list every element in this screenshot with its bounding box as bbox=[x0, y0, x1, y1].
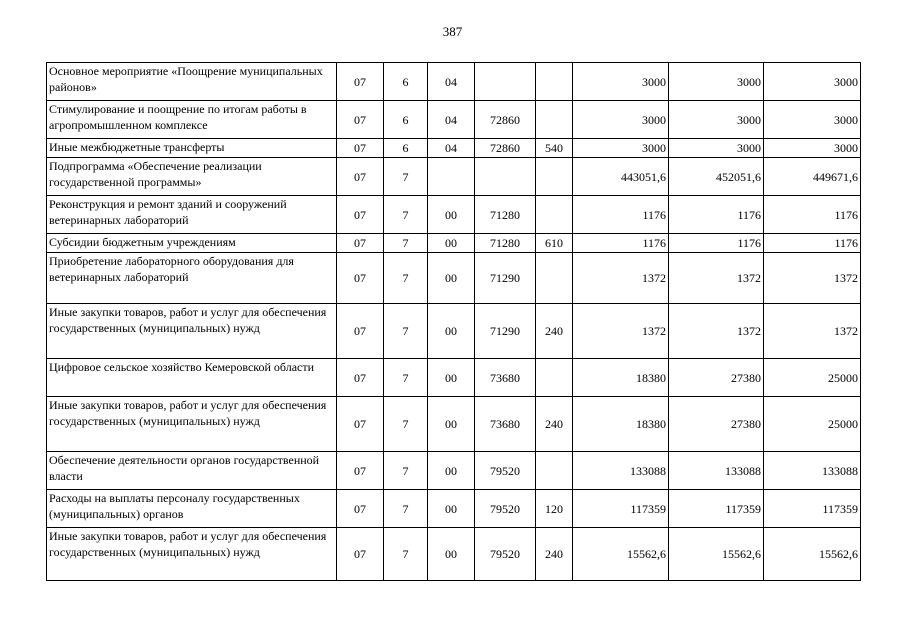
code-b-cell: 7 bbox=[384, 397, 428, 452]
code-b-cell: 7 bbox=[384, 490, 428, 528]
row-name-cell: Иные закупки товаров, работ и услуг для обеспечения государственных (муниципальных) нужд bbox=[47, 397, 337, 452]
code-c-cell: 00 bbox=[428, 359, 475, 397]
code-e-cell: 610 bbox=[536, 234, 573, 253]
value-3-cell: 1372 bbox=[764, 253, 861, 304]
code-e-cell: 240 bbox=[536, 304, 573, 359]
row-name-cell: Основное мероприятие «Поощрение муниципальных районов» bbox=[47, 63, 337, 101]
code-c-cell bbox=[428, 158, 475, 196]
value-3-cell: 117359 bbox=[764, 490, 861, 528]
value-3-cell: 449671,6 bbox=[764, 158, 861, 196]
code-c-cell: 00 bbox=[428, 234, 475, 253]
value-2-cell: 117359 bbox=[669, 490, 764, 528]
code-d-cell: 71290 bbox=[475, 304, 536, 359]
value-3-cell: 1176 bbox=[764, 234, 861, 253]
row-name-cell: Реконструкция и ремонт зданий и сооружений ветеринарных лабораторий bbox=[47, 196, 337, 234]
value-2-cell: 1372 bbox=[669, 304, 764, 359]
value-1-cell: 18380 bbox=[573, 359, 669, 397]
row-name-cell: Расходы на выплаты персоналу государственных (муниципальных) органов bbox=[47, 490, 337, 528]
code-a-cell: 07 bbox=[337, 528, 384, 581]
code-a-cell: 07 bbox=[337, 196, 384, 234]
code-b-cell: 7 bbox=[384, 304, 428, 359]
code-e-cell bbox=[536, 452, 573, 490]
code-d-cell bbox=[475, 158, 536, 196]
code-c-cell: 00 bbox=[428, 196, 475, 234]
value-2-cell: 1176 bbox=[669, 234, 764, 253]
value-3-cell: 3000 bbox=[764, 101, 861, 139]
row-name-cell: Цифровое сельское хозяйство Кемеровской области bbox=[47, 359, 337, 397]
code-b-cell: 7 bbox=[384, 253, 428, 304]
code-a-cell: 07 bbox=[337, 397, 384, 452]
value-3-cell: 133088 bbox=[764, 452, 861, 490]
value-2-cell: 452051,6 bbox=[669, 158, 764, 196]
row-name-cell: Иные закупки товаров, работ и услуг для обеспечения государственных (муниципальных) нужд bbox=[47, 528, 337, 581]
code-d-cell bbox=[475, 63, 536, 101]
row-name-cell: Иные межбюджетные трансферты bbox=[47, 139, 337, 158]
value-1-cell: 1176 bbox=[573, 234, 669, 253]
value-3-cell: 1372 bbox=[764, 304, 861, 359]
code-a-cell: 07 bbox=[337, 101, 384, 139]
code-d-cell: 79520 bbox=[475, 490, 536, 528]
code-c-cell: 00 bbox=[428, 452, 475, 490]
code-a-cell: 07 bbox=[337, 63, 384, 101]
code-c-cell: 00 bbox=[428, 528, 475, 581]
row-name-cell: Подпрограмма «Обеспечение реализации государственной программы» bbox=[47, 158, 337, 196]
value-1-cell: 133088 bbox=[573, 452, 669, 490]
row-name-cell: Обеспечение деятельности органов государственной власти bbox=[47, 452, 337, 490]
code-d-cell: 72860 bbox=[475, 101, 536, 139]
code-b-cell: 7 bbox=[384, 234, 428, 253]
code-c-cell: 00 bbox=[428, 397, 475, 452]
code-e-cell bbox=[536, 359, 573, 397]
value-3-cell: 3000 bbox=[764, 139, 861, 158]
table-row bbox=[47, 101, 861, 139]
code-d-cell: 71290 bbox=[475, 253, 536, 304]
value-1-cell: 1372 bbox=[573, 304, 669, 359]
value-1-cell: 3000 bbox=[573, 139, 669, 158]
budget-table bbox=[46, 62, 861, 581]
code-a-cell: 07 bbox=[337, 359, 384, 397]
table-row bbox=[47, 253, 861, 304]
code-c-cell: 00 bbox=[428, 304, 475, 359]
code-c-cell: 04 bbox=[428, 63, 475, 101]
code-a-cell: 07 bbox=[337, 158, 384, 196]
value-2-cell: 27380 bbox=[669, 359, 764, 397]
row-name-cell: Иные закупки товаров, работ и услуг для обеспечения государственных (муниципальных) нужд bbox=[47, 304, 337, 359]
value-2-cell: 1176 bbox=[669, 196, 764, 234]
value-3-cell: 15562,6 bbox=[764, 528, 861, 581]
page-number: 387 bbox=[442, 24, 463, 39]
code-b-cell: 6 bbox=[384, 63, 428, 101]
code-a-cell: 07 bbox=[337, 234, 384, 253]
value-1-cell: 3000 bbox=[573, 63, 669, 101]
value-3-cell: 25000 bbox=[764, 397, 861, 452]
code-a-cell: 07 bbox=[337, 139, 384, 158]
code-c-cell: 04 bbox=[428, 139, 475, 158]
code-b-cell: 7 bbox=[384, 359, 428, 397]
value-3-cell: 25000 bbox=[764, 359, 861, 397]
table-row bbox=[47, 139, 861, 158]
code-a-cell: 07 bbox=[337, 490, 384, 528]
code-d-cell: 72860 bbox=[475, 139, 536, 158]
code-b-cell: 7 bbox=[384, 528, 428, 581]
code-c-cell: 04 bbox=[428, 101, 475, 139]
code-e-cell bbox=[536, 158, 573, 196]
table-row bbox=[47, 158, 861, 196]
table-row bbox=[47, 528, 861, 581]
code-d-cell: 73680 bbox=[475, 359, 536, 397]
table-row bbox=[47, 63, 861, 101]
row-name-cell: Приобретение лабораторного оборудования для ветеринарных лабораторий bbox=[47, 253, 337, 304]
code-a-cell: 07 bbox=[337, 253, 384, 304]
table-row bbox=[47, 196, 861, 234]
code-c-cell: 00 bbox=[428, 253, 475, 304]
code-b-cell: 7 bbox=[384, 158, 428, 196]
value-2-cell: 133088 bbox=[669, 452, 764, 490]
row-name-cell: Субсидии бюджетным учреждениям bbox=[47, 234, 337, 253]
value-1-cell: 443051,6 bbox=[573, 158, 669, 196]
code-e-cell bbox=[536, 253, 573, 304]
code-b-cell: 7 bbox=[384, 196, 428, 234]
code-b-cell: 6 bbox=[384, 101, 428, 139]
value-1-cell: 117359 bbox=[573, 490, 669, 528]
code-d-cell: 71280 bbox=[475, 234, 536, 253]
code-e-cell: 240 bbox=[536, 397, 573, 452]
table-row bbox=[47, 452, 861, 490]
value-2-cell: 3000 bbox=[669, 139, 764, 158]
value-3-cell: 3000 bbox=[764, 63, 861, 101]
value-1-cell: 1372 bbox=[573, 253, 669, 304]
value-2-cell: 3000 bbox=[669, 101, 764, 139]
value-2-cell: 1372 bbox=[669, 253, 764, 304]
code-a-cell: 07 bbox=[337, 452, 384, 490]
code-e-cell: 120 bbox=[536, 490, 573, 528]
table-body bbox=[47, 63, 861, 581]
code-d-cell: 79520 bbox=[475, 528, 536, 581]
code-a-cell: 07 bbox=[337, 304, 384, 359]
code-e-cell bbox=[536, 196, 573, 234]
value-1-cell: 15562,6 bbox=[573, 528, 669, 581]
table-row bbox=[47, 234, 861, 253]
table-row bbox=[47, 397, 861, 452]
code-d-cell: 73680 bbox=[475, 397, 536, 452]
code-d-cell: 71280 bbox=[475, 196, 536, 234]
value-3-cell: 1176 bbox=[764, 196, 861, 234]
code-b-cell: 7 bbox=[384, 452, 428, 490]
table-row bbox=[47, 490, 861, 528]
value-1-cell: 18380 bbox=[573, 397, 669, 452]
value-2-cell: 15562,6 bbox=[669, 528, 764, 581]
code-d-cell: 79520 bbox=[475, 452, 536, 490]
value-1-cell: 3000 bbox=[573, 101, 669, 139]
value-2-cell: 27380 bbox=[669, 397, 764, 452]
code-e-cell bbox=[536, 101, 573, 139]
code-e-cell: 540 bbox=[536, 139, 573, 158]
table-row bbox=[47, 304, 861, 359]
row-name-cell: Стимулирование и поощрение по итогам работы в агропромышленном комплексе bbox=[47, 101, 337, 139]
value-1-cell: 1176 bbox=[573, 196, 669, 234]
value-2-cell: 3000 bbox=[669, 63, 764, 101]
code-e-cell bbox=[536, 63, 573, 101]
table-row bbox=[47, 359, 861, 397]
code-c-cell: 00 bbox=[428, 490, 475, 528]
code-b-cell: 6 bbox=[384, 139, 428, 158]
code-e-cell: 240 bbox=[536, 528, 573, 581]
